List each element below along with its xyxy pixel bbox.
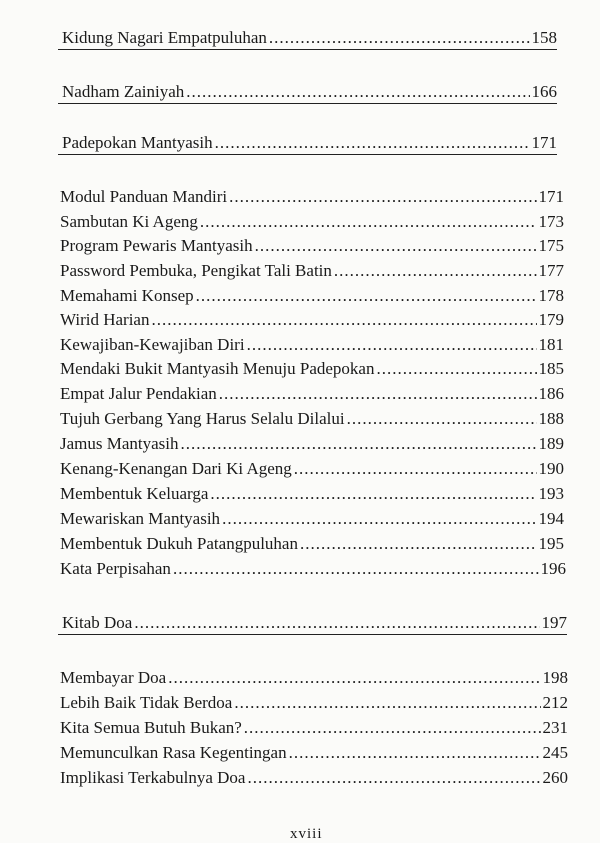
toc-entry-page: 212 bbox=[542, 693, 568, 712]
toc-section-kitab-doa[interactable] bbox=[62, 613, 567, 633]
section-underline bbox=[58, 634, 567, 635]
toc-entry-title: Jamus Mantyasih bbox=[60, 434, 179, 453]
toc-entry-title: Implikasi Terkabulnya Doa bbox=[60, 768, 246, 787]
toc-entry-page: 190 bbox=[538, 459, 564, 478]
toc-entry[interactable] bbox=[60, 718, 568, 738]
toc-entry[interactable] bbox=[60, 187, 564, 207]
toc-entry-title: Kenang-Kenangan Dari Ki Ageng bbox=[60, 459, 292, 478]
toc-entry-title: Membentuk Dukuh Patangpuluhan bbox=[60, 534, 298, 553]
toc-entry-title: Memunculkan Rasa Kegentingan bbox=[60, 743, 287, 762]
section-underline bbox=[58, 154, 557, 155]
toc-entry-page: 198 bbox=[542, 668, 568, 687]
toc-section-page: 166 bbox=[531, 82, 557, 101]
toc-entry-title: Tujuh Gerbang Yang Harus Selalu Dilalui bbox=[60, 409, 345, 428]
toc-entry[interactable] bbox=[60, 693, 568, 713]
toc-entry-title: Kita Semua Butuh Bukan? bbox=[60, 718, 242, 737]
toc-entry-title: Membayar Doa bbox=[60, 668, 167, 687]
toc-entry[interactable] bbox=[60, 409, 564, 429]
toc-section-title: Nadham Zainiyah bbox=[62, 82, 185, 101]
toc-entry-page: 189 bbox=[538, 434, 564, 453]
toc-entry-title: Mendaki Bukit Mantyasih Menuju Padepokan bbox=[60, 359, 375, 378]
toc-entry-title: Kata Perpisahan bbox=[60, 559, 171, 578]
section-underline bbox=[58, 103, 557, 104]
toc-section-nadham[interactable] bbox=[62, 82, 557, 102]
toc-entry[interactable] bbox=[60, 359, 564, 379]
toc-entry-page: 245 bbox=[542, 743, 568, 762]
toc-section-title: Kidung Nagari Empatpuluhan bbox=[62, 28, 267, 47]
toc-entry-page: 179 bbox=[538, 310, 564, 329]
toc-entry-title: Modul Panduan Mandiri bbox=[60, 187, 228, 206]
section-underline bbox=[58, 49, 557, 50]
toc-entry-title: Kewajiban-Kewajiban Diri bbox=[60, 335, 245, 354]
toc-section-title: Kitab Doa bbox=[62, 613, 133, 632]
toc-entry-page: 177 bbox=[538, 261, 564, 280]
toc-entry[interactable] bbox=[60, 484, 564, 504]
toc-entry-page: 178 bbox=[538, 286, 564, 305]
toc-entry-page: 231 bbox=[542, 718, 568, 737]
toc-entry-page: 181 bbox=[538, 335, 564, 354]
toc-entry-title: Empat Jalur Pendakian bbox=[60, 384, 217, 403]
toc-entry[interactable] bbox=[60, 310, 564, 330]
toc-entry[interactable] bbox=[60, 509, 564, 529]
toc-entry-title: Memahami Konsep bbox=[60, 286, 194, 305]
toc-entry-page: 195 bbox=[538, 534, 564, 553]
toc-section-page: 197 bbox=[541, 613, 567, 632]
toc-section-kidung[interactable] bbox=[62, 28, 557, 48]
toc-entry-page: 175 bbox=[538, 236, 564, 255]
toc-entry[interactable] bbox=[60, 743, 568, 763]
toc-entry[interactable] bbox=[60, 286, 564, 306]
toc-section-title: Padepokan Mantyasih bbox=[62, 133, 213, 152]
toc-entry[interactable] bbox=[60, 668, 568, 688]
toc-entry-page: 186 bbox=[538, 384, 564, 403]
toc-section-padepokan[interactable] bbox=[62, 133, 557, 153]
toc-entry[interactable] bbox=[60, 236, 564, 256]
toc-entry-page: 260 bbox=[542, 768, 568, 787]
toc-entry[interactable] bbox=[60, 459, 564, 479]
toc-entry-title: Password Pembuka, Pengikat Tali Batin bbox=[60, 261, 332, 280]
page-number-footer: xviii bbox=[290, 826, 323, 842]
toc-entry-page: 188 bbox=[538, 409, 564, 428]
toc-entry-title: Program Pewaris Mantyasih bbox=[60, 236, 253, 255]
toc-entry[interactable] bbox=[60, 261, 564, 281]
toc-entry-page: 173 bbox=[538, 212, 564, 231]
toc-section-page: 171 bbox=[531, 133, 557, 152]
toc-entry[interactable] bbox=[60, 212, 564, 232]
toc-entry-title: Wirid Harian bbox=[60, 310, 150, 329]
toc-entry-title: Mewariskan Mantyasih bbox=[60, 509, 221, 528]
toc-section-page: 158 bbox=[531, 28, 557, 47]
toc-entry[interactable] bbox=[60, 534, 564, 554]
toc-entry[interactable] bbox=[60, 559, 566, 579]
toc-entry[interactable] bbox=[60, 434, 564, 454]
toc-entry-title: Membentuk Keluarga bbox=[60, 484, 209, 503]
toc-entry[interactable] bbox=[60, 335, 564, 355]
toc-entry-page: 194 bbox=[538, 509, 564, 528]
toc-entry[interactable] bbox=[60, 384, 564, 404]
toc-entry[interactable] bbox=[60, 768, 568, 788]
toc-entry-title: Lebih Baik Tidak Berdoa bbox=[60, 693, 233, 712]
toc-entry-page: 196 bbox=[540, 559, 566, 578]
toc-entry-title: Sambutan Ki Ageng bbox=[60, 212, 198, 231]
toc-entry-page: 193 bbox=[538, 484, 564, 503]
toc-entry-page: 171 bbox=[538, 187, 564, 206]
toc-entry-page: 185 bbox=[538, 359, 564, 378]
